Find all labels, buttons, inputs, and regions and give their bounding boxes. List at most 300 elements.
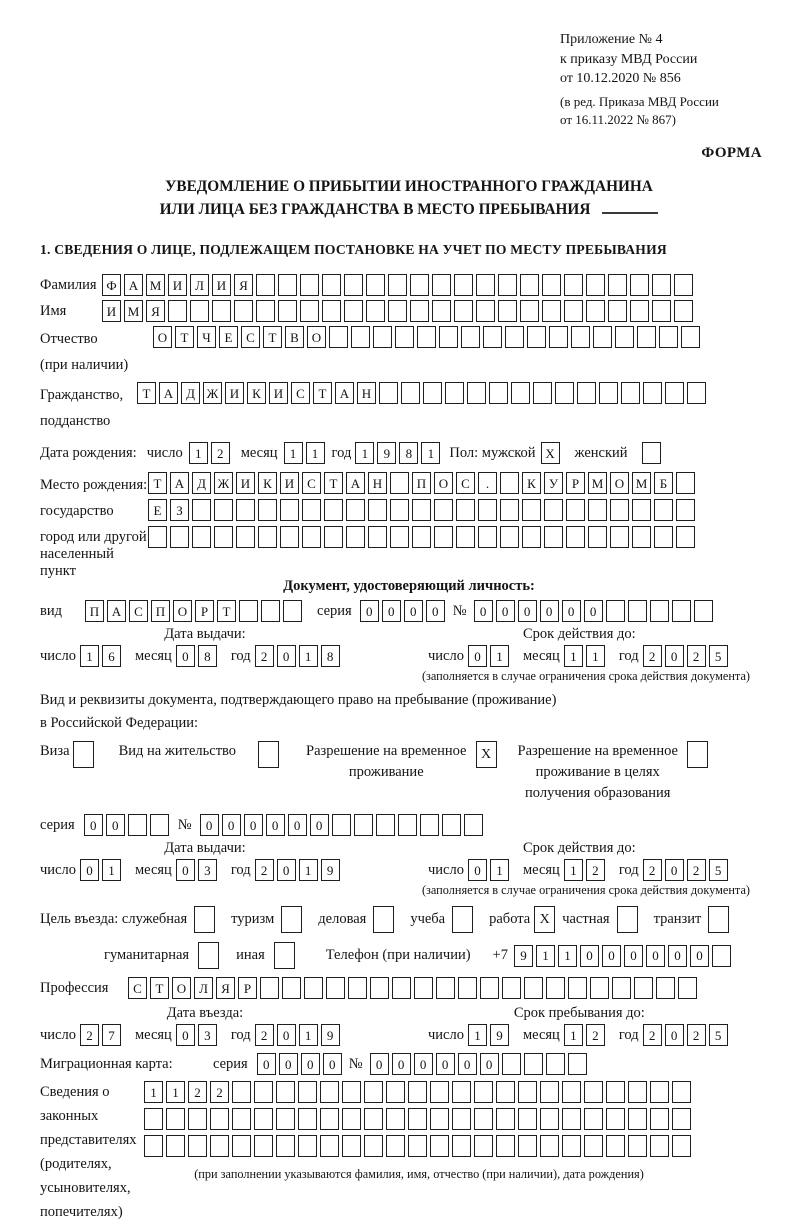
cell[interactable]: [214, 499, 233, 521]
cell[interactable]: Ж: [203, 382, 222, 404]
cell[interactable]: Т: [175, 326, 194, 348]
cell[interactable]: [234, 300, 253, 322]
cell[interactable]: [527, 326, 546, 348]
cell[interactable]: [351, 326, 370, 348]
cell[interactable]: 9: [321, 1024, 340, 1046]
cell[interactable]: О: [610, 472, 629, 494]
cell[interactable]: 2: [211, 442, 230, 464]
cell[interactable]: [496, 1081, 515, 1103]
cell[interactable]: М: [588, 472, 607, 494]
cell[interactable]: [606, 1135, 625, 1157]
cell[interactable]: [445, 382, 464, 404]
cell[interactable]: [637, 326, 656, 348]
cell[interactable]: [260, 977, 279, 999]
cell[interactable]: 0: [222, 814, 241, 836]
cell[interactable]: 0: [665, 859, 684, 881]
cell[interactable]: [239, 600, 258, 622]
cell[interactable]: [373, 326, 392, 348]
cell[interactable]: Т: [217, 600, 236, 622]
cell[interactable]: Л: [194, 977, 213, 999]
cell[interactable]: [518, 1081, 537, 1103]
cell[interactable]: 8: [399, 442, 418, 464]
cell[interactable]: [540, 1135, 559, 1157]
cell[interactable]: [236, 526, 255, 548]
cell[interactable]: [566, 499, 585, 521]
cell[interactable]: [364, 1108, 383, 1130]
cell[interactable]: [474, 1108, 493, 1130]
cell[interactable]: [476, 300, 495, 322]
cell[interactable]: [500, 499, 519, 521]
cell[interactable]: 0: [624, 945, 643, 967]
cell[interactable]: [564, 274, 583, 296]
cell[interactable]: [254, 1081, 273, 1103]
cell[interactable]: [496, 1135, 515, 1157]
cell[interactable]: К: [247, 382, 266, 404]
cell[interactable]: [665, 382, 684, 404]
cell[interactable]: [370, 977, 389, 999]
cell[interactable]: 1: [299, 859, 318, 881]
cell[interactable]: З: [170, 499, 189, 521]
cell[interactable]: 2: [643, 1024, 662, 1046]
cell[interactable]: [652, 300, 671, 322]
cell[interactable]: 0: [436, 1053, 455, 1075]
cell[interactable]: [166, 1108, 185, 1130]
cell[interactable]: [420, 814, 439, 836]
cell[interactable]: [606, 1108, 625, 1130]
cell[interactable]: [522, 526, 541, 548]
cell[interactable]: [456, 526, 475, 548]
cell[interactable]: 8: [198, 645, 217, 667]
cell[interactable]: [410, 300, 429, 322]
cell[interactable]: [414, 977, 433, 999]
cell[interactable]: К: [522, 472, 541, 494]
cell[interactable]: [298, 1135, 317, 1157]
cell[interactable]: [300, 300, 319, 322]
cell[interactable]: 0: [176, 859, 195, 881]
cell[interactable]: [555, 382, 574, 404]
cell[interactable]: [423, 382, 442, 404]
cell[interactable]: [281, 906, 302, 933]
cell[interactable]: X: [476, 741, 497, 768]
cell[interactable]: [346, 499, 365, 521]
cell[interactable]: [520, 274, 539, 296]
cell[interactable]: [615, 326, 634, 348]
cell[interactable]: 3: [198, 859, 217, 881]
cell[interactable]: 2: [255, 1024, 274, 1046]
cell[interactable]: 0: [665, 1024, 684, 1046]
cell[interactable]: Т: [137, 382, 156, 404]
cell[interactable]: [586, 300, 605, 322]
cell[interactable]: 0: [414, 1053, 433, 1075]
cell[interactable]: [652, 274, 671, 296]
cell[interactable]: [586, 274, 605, 296]
cell[interactable]: [302, 526, 321, 548]
cell[interactable]: [278, 274, 297, 296]
cell[interactable]: [612, 977, 631, 999]
cell[interactable]: [210, 1135, 229, 1157]
cell[interactable]: М: [632, 472, 651, 494]
cell[interactable]: С: [302, 472, 321, 494]
cell[interactable]: [498, 274, 517, 296]
cell[interactable]: [568, 977, 587, 999]
cell[interactable]: [546, 977, 565, 999]
cell[interactable]: [439, 326, 458, 348]
cell[interactable]: П: [151, 600, 170, 622]
cell[interactable]: [344, 274, 363, 296]
cell[interactable]: [144, 1135, 163, 1157]
cell[interactable]: [674, 274, 693, 296]
cell[interactable]: Е: [148, 499, 167, 521]
cell[interactable]: Ф: [102, 274, 121, 296]
cell[interactable]: 0: [468, 859, 487, 881]
cell[interactable]: [654, 526, 673, 548]
cell[interactable]: [304, 977, 323, 999]
cell[interactable]: 0: [277, 1024, 296, 1046]
cell[interactable]: П: [412, 472, 431, 494]
cell[interactable]: [390, 526, 409, 548]
cell[interactable]: [144, 1108, 163, 1130]
cell[interactable]: [502, 1053, 521, 1075]
cell[interactable]: [300, 274, 319, 296]
cell[interactable]: 6: [102, 645, 121, 667]
cell[interactable]: [256, 300, 275, 322]
cell[interactable]: X: [541, 442, 560, 464]
cell[interactable]: [476, 274, 495, 296]
cell[interactable]: [276, 1135, 295, 1157]
cell[interactable]: [354, 814, 373, 836]
cell[interactable]: [232, 1135, 251, 1157]
cell[interactable]: [650, 1081, 669, 1103]
cell[interactable]: [258, 499, 277, 521]
cell[interactable]: [630, 274, 649, 296]
cell[interactable]: [712, 945, 731, 967]
cell[interactable]: [480, 977, 499, 999]
cell[interactable]: А: [124, 274, 143, 296]
cell[interactable]: [452, 906, 473, 933]
cell[interactable]: [236, 499, 255, 521]
cell[interactable]: 0: [668, 945, 687, 967]
cell[interactable]: 0: [80, 859, 99, 881]
cell[interactable]: [628, 1081, 647, 1103]
cell[interactable]: 2: [255, 645, 274, 667]
cell[interactable]: [483, 326, 502, 348]
cell[interactable]: Ж: [214, 472, 233, 494]
cell[interactable]: 1: [299, 645, 318, 667]
cell[interactable]: Т: [324, 472, 343, 494]
cell[interactable]: Е: [219, 326, 238, 348]
cell[interactable]: [329, 326, 348, 348]
cell[interactable]: [606, 1081, 625, 1103]
cell[interactable]: [280, 526, 299, 548]
cell[interactable]: [617, 906, 638, 933]
cell[interactable]: [542, 274, 561, 296]
cell[interactable]: 5: [709, 1024, 728, 1046]
cell[interactable]: А: [159, 382, 178, 404]
cell[interactable]: 1: [102, 859, 121, 881]
cell[interactable]: [386, 1135, 405, 1157]
cell[interactable]: [298, 1108, 317, 1130]
cell[interactable]: П: [85, 600, 104, 622]
cell[interactable]: Ч: [197, 326, 216, 348]
cell[interactable]: [278, 300, 297, 322]
cell[interactable]: 0: [602, 945, 621, 967]
cell[interactable]: В: [285, 326, 304, 348]
cell[interactable]: 1: [490, 645, 509, 667]
cell[interactable]: 0: [277, 859, 296, 881]
cell[interactable]: 3: [198, 1024, 217, 1046]
cell[interactable]: [386, 1081, 405, 1103]
cell[interactable]: [593, 326, 612, 348]
cell[interactable]: [214, 526, 233, 548]
cell[interactable]: [254, 1135, 273, 1157]
cell[interactable]: [150, 814, 169, 836]
cell[interactable]: 1: [564, 859, 583, 881]
cell[interactable]: 5: [709, 645, 728, 667]
cell[interactable]: [606, 600, 625, 622]
cell[interactable]: 0: [474, 600, 493, 622]
cell[interactable]: [577, 382, 596, 404]
cell[interactable]: [656, 977, 675, 999]
cell[interactable]: 0: [360, 600, 379, 622]
cell[interactable]: 0: [257, 1053, 276, 1075]
cell[interactable]: 1: [144, 1081, 163, 1103]
cell[interactable]: [628, 600, 647, 622]
cell[interactable]: [505, 326, 524, 348]
cell[interactable]: [366, 300, 385, 322]
cell[interactable]: [632, 499, 651, 521]
cell[interactable]: [324, 499, 343, 521]
cell[interactable]: 1: [490, 859, 509, 881]
cell[interactable]: [464, 814, 483, 836]
cell[interactable]: [258, 741, 279, 768]
cell[interactable]: [148, 526, 167, 548]
cell[interactable]: [533, 382, 552, 404]
cell[interactable]: [562, 1108, 581, 1130]
cell[interactable]: 9: [514, 945, 533, 967]
cell[interactable]: 0: [84, 814, 103, 836]
cell[interactable]: [254, 1108, 273, 1130]
cell[interactable]: [432, 274, 451, 296]
cell[interactable]: 0: [580, 945, 599, 967]
cell[interactable]: О: [172, 977, 191, 999]
cell[interactable]: [212, 300, 231, 322]
cell[interactable]: С: [129, 600, 148, 622]
cell[interactable]: [364, 1081, 383, 1103]
cell[interactable]: 0: [176, 645, 195, 667]
cell[interactable]: [436, 977, 455, 999]
cell[interactable]: [192, 499, 211, 521]
cell[interactable]: [322, 274, 341, 296]
cell[interactable]: [302, 499, 321, 521]
cell[interactable]: 1: [564, 1024, 583, 1046]
cell[interactable]: [324, 526, 343, 548]
cell[interactable]: 0: [323, 1053, 342, 1075]
cell[interactable]: [408, 1108, 427, 1130]
cell[interactable]: И: [102, 300, 121, 322]
cell[interactable]: [542, 300, 561, 322]
cell[interactable]: [261, 600, 280, 622]
cell[interactable]: [128, 814, 147, 836]
cell[interactable]: [346, 526, 365, 548]
cell[interactable]: [544, 526, 563, 548]
cell[interactable]: [500, 526, 519, 548]
cell[interactable]: [549, 326, 568, 348]
cell[interactable]: И: [225, 382, 244, 404]
cell[interactable]: [170, 526, 189, 548]
cell[interactable]: Д: [192, 472, 211, 494]
cell[interactable]: [458, 977, 477, 999]
cell[interactable]: [659, 326, 678, 348]
cell[interactable]: Я: [216, 977, 235, 999]
cell[interactable]: [258, 526, 277, 548]
cell[interactable]: 0: [690, 945, 709, 967]
cell[interactable]: [610, 499, 629, 521]
cell[interactable]: Т: [148, 472, 167, 494]
cell[interactable]: [564, 300, 583, 322]
cell[interactable]: [390, 472, 409, 494]
cell[interactable]: 0: [480, 1053, 499, 1075]
cell[interactable]: [621, 382, 640, 404]
cell[interactable]: [590, 977, 609, 999]
cell[interactable]: [452, 1081, 471, 1103]
cell[interactable]: [562, 1135, 581, 1157]
cell[interactable]: [654, 499, 673, 521]
cell[interactable]: 2: [643, 645, 662, 667]
cell[interactable]: [650, 1135, 669, 1157]
cell[interactable]: [344, 300, 363, 322]
cell[interactable]: М: [146, 274, 165, 296]
cell[interactable]: 1: [166, 1081, 185, 1103]
cell[interactable]: [412, 526, 431, 548]
cell[interactable]: [256, 274, 275, 296]
cell[interactable]: [168, 300, 187, 322]
cell[interactable]: [274, 942, 295, 969]
cell[interactable]: 2: [188, 1081, 207, 1103]
cell[interactable]: [461, 326, 480, 348]
cell[interactable]: [546, 1053, 565, 1075]
cell[interactable]: [320, 1081, 339, 1103]
cell[interactable]: 2: [687, 645, 706, 667]
cell[interactable]: 0: [106, 814, 125, 836]
cell[interactable]: 1: [299, 1024, 318, 1046]
cell[interactable]: [650, 600, 669, 622]
cell[interactable]: 2: [80, 1024, 99, 1046]
cell[interactable]: [454, 300, 473, 322]
cell[interactable]: [524, 977, 543, 999]
cell[interactable]: [496, 1108, 515, 1130]
cell[interactable]: 2: [586, 859, 605, 881]
cell[interactable]: 0: [518, 600, 537, 622]
cell[interactable]: [634, 977, 653, 999]
cell[interactable]: 0: [301, 1053, 320, 1075]
cell[interactable]: [676, 499, 695, 521]
cell[interactable]: [342, 1135, 361, 1157]
cell[interactable]: [390, 499, 409, 521]
cell[interactable]: [676, 526, 695, 548]
cell[interactable]: И: [280, 472, 299, 494]
cell[interactable]: А: [346, 472, 365, 494]
cell[interactable]: [408, 1081, 427, 1103]
cell[interactable]: [672, 1135, 691, 1157]
cell[interactable]: [456, 499, 475, 521]
cell[interactable]: 0: [277, 645, 296, 667]
cell[interactable]: 2: [687, 859, 706, 881]
cell[interactable]: С: [241, 326, 260, 348]
cell[interactable]: О: [434, 472, 453, 494]
cell[interactable]: [398, 814, 417, 836]
cell[interactable]: [628, 1108, 647, 1130]
cell[interactable]: 1: [189, 442, 208, 464]
cell[interactable]: [192, 526, 211, 548]
cell[interactable]: X: [534, 906, 555, 933]
cell[interactable]: [166, 1135, 185, 1157]
cell[interactable]: 0: [382, 600, 401, 622]
cell[interactable]: [73, 741, 94, 768]
cell[interactable]: [584, 1135, 603, 1157]
cell[interactable]: [676, 472, 695, 494]
cell[interactable]: Р: [566, 472, 585, 494]
cell[interactable]: [518, 1108, 537, 1130]
cell[interactable]: [524, 1053, 543, 1075]
cell[interactable]: [478, 526, 497, 548]
cell[interactable]: О: [173, 600, 192, 622]
cell[interactable]: [500, 472, 519, 494]
cell[interactable]: К: [258, 472, 277, 494]
cell[interactable]: [454, 274, 473, 296]
cell[interactable]: [568, 1053, 587, 1075]
cell[interactable]: [650, 1108, 669, 1130]
cell[interactable]: [322, 300, 341, 322]
cell[interactable]: [395, 326, 414, 348]
cell[interactable]: [368, 499, 387, 521]
cell[interactable]: 0: [458, 1053, 477, 1075]
cell[interactable]: [373, 906, 394, 933]
cell[interactable]: [408, 1135, 427, 1157]
cell[interactable]: [474, 1135, 493, 1157]
cell[interactable]: Я: [146, 300, 165, 322]
cell[interactable]: [188, 1135, 207, 1157]
cell[interactable]: 2: [687, 1024, 706, 1046]
cell[interactable]: [672, 600, 691, 622]
cell[interactable]: [432, 300, 451, 322]
cell[interactable]: [672, 1081, 691, 1103]
cell[interactable]: [276, 1108, 295, 1130]
cell[interactable]: [232, 1081, 251, 1103]
cell[interactable]: [430, 1135, 449, 1157]
cell[interactable]: [628, 1135, 647, 1157]
cell[interactable]: Р: [238, 977, 257, 999]
cell[interactable]: М: [124, 300, 143, 322]
cell[interactable]: [364, 1135, 383, 1157]
cell[interactable]: Р: [195, 600, 214, 622]
cell[interactable]: [498, 300, 517, 322]
cell[interactable]: 0: [540, 600, 559, 622]
cell[interactable]: 9: [490, 1024, 509, 1046]
cell[interactable]: [348, 977, 367, 999]
cell[interactable]: [474, 1081, 493, 1103]
cell[interactable]: [687, 741, 708, 768]
cell[interactable]: [320, 1135, 339, 1157]
cell[interactable]: С: [456, 472, 475, 494]
cell[interactable]: [430, 1081, 449, 1103]
cell[interactable]: [410, 274, 429, 296]
cell[interactable]: У: [544, 472, 563, 494]
cell[interactable]: [630, 300, 649, 322]
cell[interactable]: [632, 526, 651, 548]
cell[interactable]: [674, 300, 693, 322]
cell[interactable]: И: [212, 274, 231, 296]
cell[interactable]: [489, 382, 508, 404]
